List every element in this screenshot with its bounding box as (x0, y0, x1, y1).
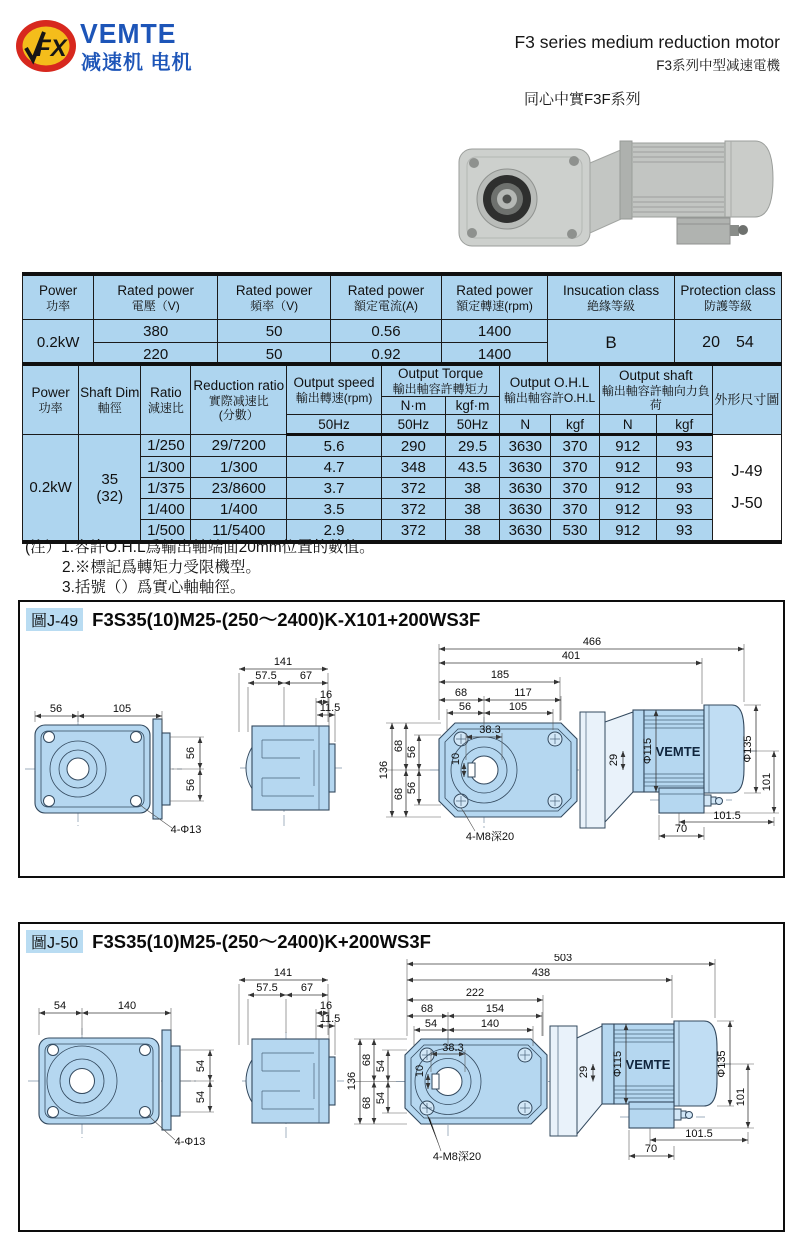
figure-tag-j50: 圖J-50 (26, 930, 83, 953)
insulation-class: B (548, 320, 675, 367)
photo-gearbox (459, 149, 590, 246)
header-current: Rated power 額定電流(A) (331, 274, 442, 320)
dim-label: 68 (393, 739, 405, 753)
drawing-j49 (20, 632, 779, 876)
dim-label: 54 (53, 1000, 67, 1012)
dim-label: 140 (480, 1018, 500, 1030)
header-power: Power 功率 (23, 274, 94, 320)
dim-label: 67 (300, 982, 314, 994)
title-block (514, 32, 780, 74)
dim-label: 10 (414, 1064, 426, 1078)
note-1: (注）1.容許O.H.L爲輸出軸端面20mm位置的數值。 (25, 539, 375, 556)
panel-j50-title (20, 924, 783, 954)
dim-label: 54 (195, 1090, 207, 1104)
protection-b: 54 (735, 333, 754, 351)
brand-wordmark: VEMTE (80, 18, 177, 49)
h-50hz-kgfm: 50Hz (445, 415, 500, 435)
h-kgfm: kgf·m (445, 397, 500, 415)
spec-power: 0.2kW (23, 435, 79, 543)
spec-row-400: 1/400 1/400 3.5 372 38 3630 370 912 93 (23, 499, 782, 520)
h-output-torque: Output Torque 輸出軸容許轉矩力 (381, 364, 499, 397)
brand-logo (14, 18, 78, 74)
h-power: Power 功率 (23, 364, 79, 435)
dim-label: 68 (361, 1053, 373, 1067)
spec-row-375: 1/375 23/8600 3.7 372 38 3630 370 912 93 (23, 478, 782, 499)
footnotes (25, 538, 375, 598)
model-number-j50: F3S35(10)M25-(250～2400)K+200WS3F (92, 931, 431, 952)
dim-label: 136 (346, 1071, 358, 1091)
figure-refs (712, 435, 781, 543)
dim-label: 4-M8深20 (465, 831, 515, 843)
dim-label: 11.5 (319, 702, 341, 714)
protection-class (674, 320, 781, 367)
dim-label: 56 (406, 745, 418, 759)
h-output-shaft: Output shaft 輸出軸容許軸向力負荷 (599, 364, 712, 415)
ratings-table (22, 272, 782, 367)
j49-assembly-view (430, 636, 779, 843)
dim-label: 68 (454, 687, 468, 699)
h-reduction-ratio: Reduction ratio 實際减速比 (分數） (191, 364, 287, 435)
note-3: 3.括號（）爲實心軸軸徑。 (62, 579, 246, 596)
dim-label: 38.3 (479, 724, 501, 736)
page-title-en: F3 series medium reduction motor (514, 32, 780, 52)
dim-label: 4-Φ13 (174, 1136, 206, 1148)
dim-label: 54 (195, 1059, 207, 1073)
product-photo (455, 133, 795, 268)
dim-label: Φ135 (716, 1050, 728, 1078)
dim-label: 438 (531, 967, 551, 979)
motor-brand-label: VEMTE (625, 1057, 671, 1072)
dim-label: 70 (644, 1143, 658, 1155)
dim-label: 57.5 (256, 982, 278, 994)
h-figure: 外形尺寸圖 (712, 364, 781, 435)
drawing-j50 (20, 954, 779, 1226)
dim-label: 56 (185, 746, 197, 760)
spec-row-500: 1/500 11/5400 2.9 372 38 3630 530 912 93 (23, 520, 782, 543)
photo-terminal-box (677, 218, 748, 244)
dim-label: 54 (375, 1091, 387, 1105)
header-speed: Rated power 額定轉速(rpm) (441, 274, 547, 320)
h-shaft-kgf: kgf (656, 415, 712, 435)
dim-label: 117 (514, 687, 532, 699)
h-shaft-dim: Shaft Dim 軸徑 (79, 364, 141, 435)
dim-label: 54 (424, 1018, 438, 1030)
dim-label: Φ135 (742, 735, 754, 763)
dim-label: 101 (735, 1087, 747, 1107)
j50-side-view (239, 967, 344, 1138)
ratings-header-row (23, 274, 782, 320)
j49-front-view (25, 703, 204, 836)
h-50hz-speed: 50Hz (287, 415, 382, 435)
motor-brand-label: VEMTE (655, 744, 701, 759)
dim-label: 141 (273, 656, 293, 668)
figure-tag-j49: 圖J-49 (26, 608, 83, 631)
spec-header-row1 (23, 364, 782, 397)
dim-label: 101.5 (713, 810, 741, 822)
h-output-speed: Output speed 輸出轉速(rpm) (287, 364, 382, 415)
dim-label: 136 (378, 760, 390, 780)
voltage-380: 380 (94, 320, 218, 343)
dim-label: 68 (420, 1003, 434, 1015)
dim-label: 154 (485, 1003, 505, 1015)
dim-label: 10 (450, 752, 462, 766)
h-nm: N·m (381, 397, 445, 415)
h-output-ohl: Output O.H.L 輸出軸容許O.H.L (500, 364, 599, 415)
model-number-j49: F3S35(10)M25-(250～2400)K-X101+200WS3F (92, 609, 481, 630)
dim-label: 54 (375, 1059, 387, 1073)
dim-label: 56 (185, 778, 197, 792)
h-shaft-n: N (599, 415, 656, 435)
dim-label: Φ115 (612, 1050, 624, 1078)
panel-j49-title (20, 602, 783, 632)
protection-a: 20 (702, 333, 720, 351)
current-220: 0.92 (331, 343, 442, 367)
dim-label: 222 (465, 987, 485, 999)
figure-ref-j50: J-50 (731, 494, 763, 512)
spec-row-250: 0.2kW 35 (32) 1/250 29/7200 5.6 290 29.5 3630 370 912 93 J-49 J-50 (23, 435, 782, 457)
dim-label: 401 (561, 650, 581, 662)
dim-label: 466 (582, 636, 602, 648)
h-ratio: Ratio 減速比 (141, 364, 191, 435)
dim-label: 4-M8深20 (432, 1151, 482, 1163)
dim-label: 67 (299, 670, 313, 682)
dim-label: 38.3 (442, 1042, 464, 1054)
freq-380: 50 (218, 320, 331, 343)
voltage-220: 220 (94, 343, 218, 367)
dim-label: 11.5 (319, 1013, 341, 1025)
dim-label: 101 (761, 772, 773, 792)
dim-label: 503 (553, 954, 573, 964)
dim-label: 56 (49, 703, 63, 715)
figure-ref-j49: J-49 (731, 462, 763, 480)
dim-label: 16 (319, 689, 333, 701)
header-frequency: Rated power 頻率（V) (218, 274, 331, 320)
figure-panel-j49 (18, 600, 785, 878)
dim-label: 56 (406, 781, 418, 795)
brand-subtitle: 减速机 电机 (81, 52, 193, 74)
j49-side-view (239, 656, 342, 826)
dim-label: 56 (458, 701, 472, 713)
dim-label: 57.5 (255, 670, 277, 682)
dim-label: 70 (674, 823, 688, 835)
spec-shaft-dim: 35 (32) (79, 435, 141, 543)
power-value: 0.2kW (23, 320, 94, 367)
series-subtitle: 同心中實F3F系列 (524, 91, 641, 108)
dim-label: 29 (578, 1065, 590, 1079)
ratings-row-380v (23, 320, 782, 343)
header-insulation: Insucation class 絶緣等級 (548, 274, 675, 320)
speed-220: 1400 (441, 343, 547, 367)
dim-label: 140 (117, 1000, 137, 1012)
dim-label: 105 (112, 703, 132, 715)
photo-motor-endcap (725, 141, 773, 217)
page-title-zh: F3系列中型减速電機 (656, 58, 780, 73)
h-ohl-kgf: kgf (551, 415, 600, 435)
freq-220: 50 (218, 343, 331, 367)
header-protection: Protection class 防護等級 (674, 274, 781, 320)
speed-380: 1400 (441, 320, 547, 343)
dim-label: 105 (508, 701, 528, 713)
j50-assembly-view (396, 954, 754, 1163)
figure-panel-j50 (18, 922, 785, 1232)
header-voltage: Rated power 電壓（V) (94, 274, 218, 320)
h-ohl-n: N (500, 415, 551, 435)
note-2: 2.※標記爲轉矩力受限機型。 (62, 559, 261, 576)
current-380: 0.56 (331, 320, 442, 343)
dim-label: 185 (490, 669, 510, 681)
dim-label: 68 (393, 787, 405, 801)
dim-label: 68 (361, 1096, 373, 1110)
dim-label: 29 (608, 753, 620, 767)
dim-label: Φ115 (642, 737, 654, 765)
dim-label: 141 (273, 967, 293, 979)
spec-table (22, 362, 782, 544)
j50-front-view (28, 1000, 214, 1148)
dim-label: 101.5 (685, 1128, 713, 1140)
dim-label: 4-Φ13 (170, 824, 202, 836)
spec-row-300: 1/300 1/300 4.7 348 43.5 3630 370 912 93 (23, 457, 782, 478)
logo-glyph: FX (36, 35, 67, 62)
h-50hz-nm: 50Hz (381, 415, 445, 435)
photo-motor (620, 141, 773, 219)
dim-label: 16 (319, 1000, 333, 1012)
